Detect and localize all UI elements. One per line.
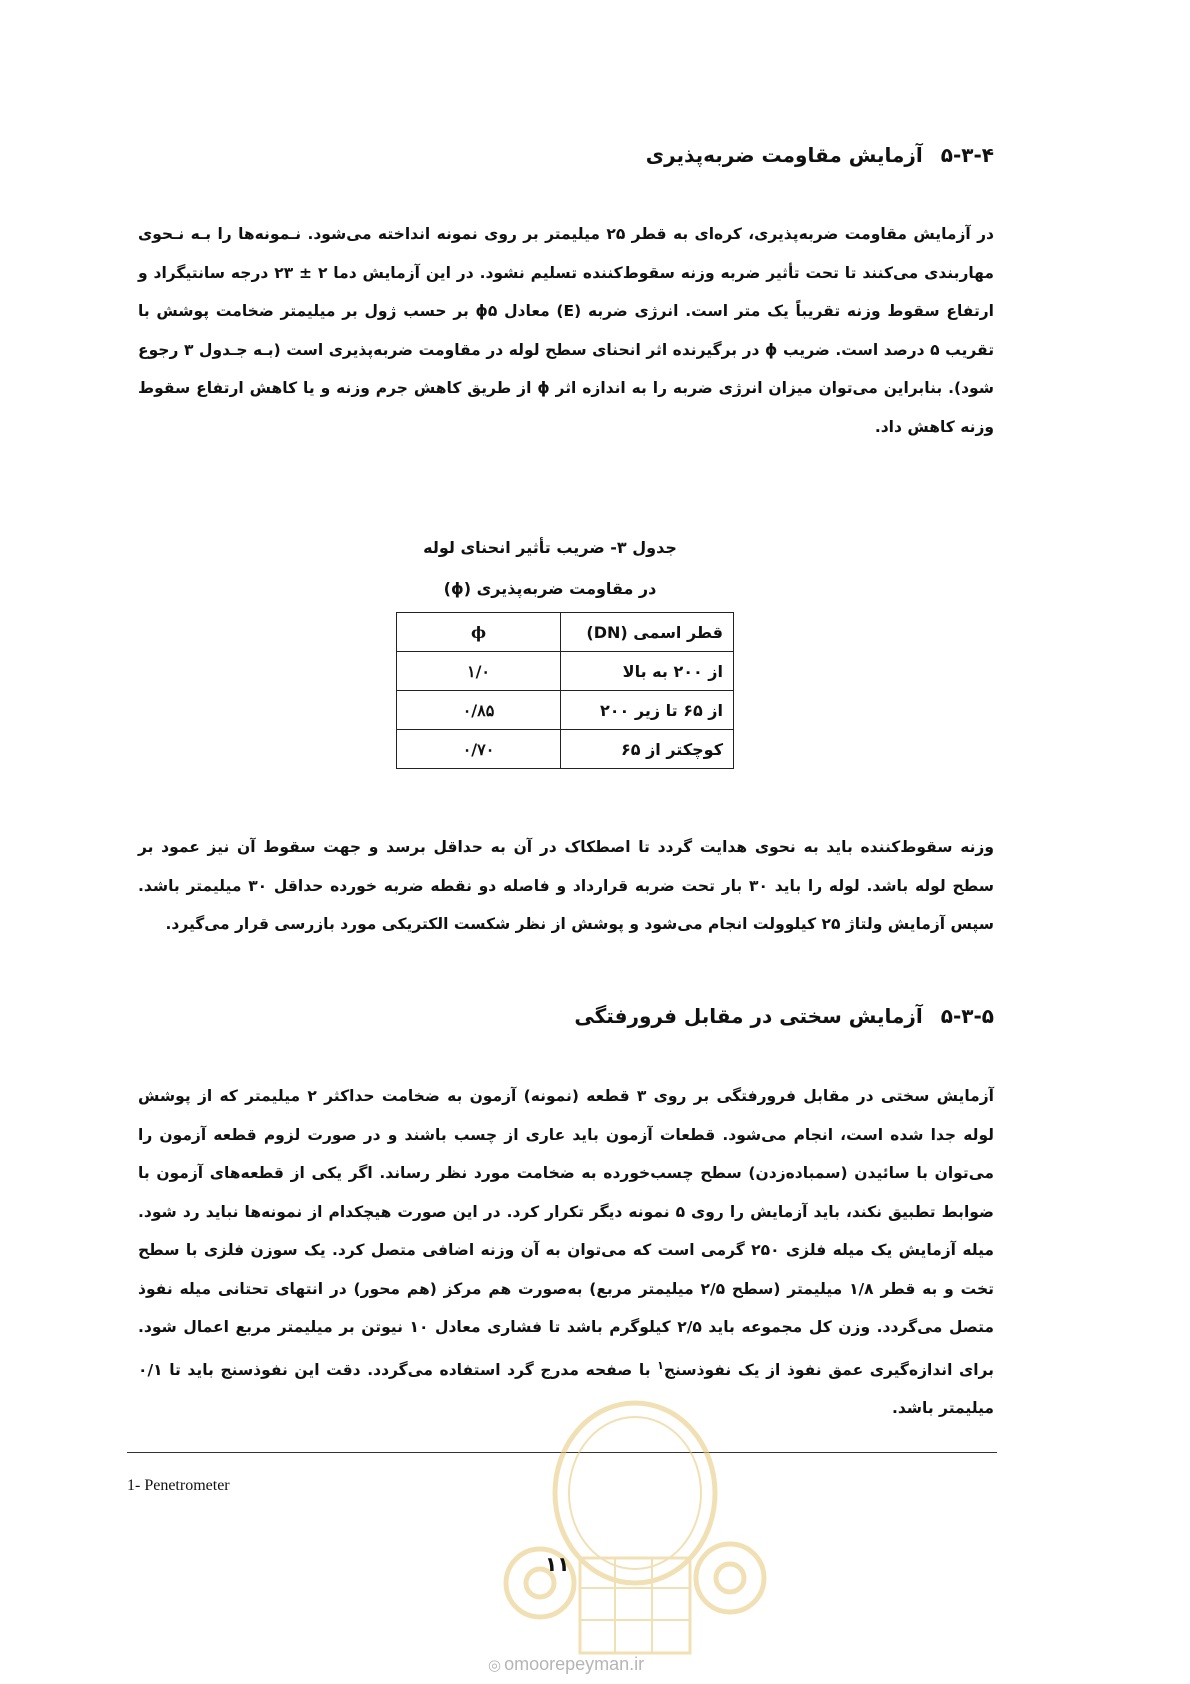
footnote: 1- Penetrometer: [127, 1477, 230, 1494]
cell-phi: ۱/۰: [397, 652, 561, 691]
indentation-test-paragraph: [138, 1077, 994, 1428]
section-number: ۵-۳-۵: [940, 1004, 994, 1028]
cell-phi: ۰/۷۰: [397, 730, 561, 769]
section-heading-impact: [646, 143, 994, 167]
paragraph-text: در آزمایش مقاومت ضربه‌پذیری، کره‌ای به قطر ۲۵ میلیمتر بر روی نمونه انداخته می‌شود. نـمونه‌ها را بـه نـحوی مهاربندی می‌کنند تا تحت تأثیر ضربه وزنه سقوط‌کننده تسلیم نشود. در این آزمایش دما ۲ ± ۲۳ درجه سانتیگراد و ارتفاع سقوط وزنه تقریباً یک متر است. انرژی ضربه (E) معادل ϕ۵ بر حسب ژول بر میلیمتر ضخامت پوشش با تقریب ۵ درصد است. ضریب ϕ در برگیرنده اثر انحنای سطح لوله در مقاومت ضربه‌پذیری است (بـه جـدول ۳ رجوع شود). بنابراین می‌توان میزان انرژی ضربه را به اندازه اثر ϕ از طریق کاهش جرم وزنه و یا کاهش ارتفاع سقوط وزنه کاهش داد.: [138, 225, 995, 436]
table-row: [397, 730, 734, 769]
paragraph-text: آزمایش سختی در مقابل فرورفتگی بر روی ۳ قطعه (نمونه) آزمون به ضخامت حداکثر ۲ میلیمتر که از پوشش لوله جدا شده است، انجام می‌شود. قطعات آزمون باید عاری از چسب باشند و در صورت لزوم قطعه آزمون را می‌توان با سائیدن (سمباده‌زدن) سطح چسب‌خورده به ضخامت مورد نظر رساند. اگر یکی از قطعه‌های آزمون با ضوابط تطبیق نکند، باید آزمایش را روی ۵ نمونه دیگر تکرار کرد. در این صورت هیچکدام از نمونه‌ها نباید رد شود. میله آزمایش یک میله فلزی ۲۵۰ گرمی است که می‌توان به آن وزنه اضافی متصل کرد. یک سوزن فلزی با سطح تخت و به قطر ۱/۸ میلیمتر (سطح ۲/۵ میلیمتر مربع) به‌صورت هم مرکز (هم محور) در انتهای تحتانی میله نفوذ متصل می‌گردد. وزن کل مجموعه باید ۲/۵ کیلوگرم باشد تا فشاری معادل ۱۰ نیوتن بر میلیمتر مربع اعمال شود. برای اندازه‌گیری عمق نفوذ از یک نفوذسنج: [138, 1087, 995, 1379]
falling-weight-paragraph: [138, 828, 994, 944]
section-title: آزمایش سختی در مقابل فرورفتگی: [574, 1004, 923, 1028]
watermark-logo: [470, 1398, 800, 1658]
watermark-site: [488, 1654, 644, 1675]
table-row: [397, 652, 734, 691]
impact-test-paragraph: [138, 215, 994, 446]
site-url: omoorepeyman.ir: [504, 1654, 645, 1674]
section-number: ۵-۳-۴: [940, 143, 994, 167]
table-row: [397, 691, 734, 730]
header-nominal-diameter: قطر اسمی (DN): [561, 613, 734, 652]
table-header-row: [397, 613, 734, 652]
cell-dn: از ۶۵ تا زیر ۲۰۰: [561, 691, 734, 730]
header-phi: ϕ: [397, 613, 561, 652]
table-caption-line2: در مقاومت ضربه‌پذیری (ϕ): [443, 579, 657, 598]
instagram-icon: ◎: [488, 1657, 502, 1674]
cell-dn: از ۲۰۰ به بالا: [561, 652, 734, 691]
cell-phi: ۰/۸۵: [397, 691, 561, 730]
section-title: آزمایش مقاومت ضربه‌پذیری: [645, 143, 923, 167]
page-number: ۱۱: [545, 1552, 570, 1576]
paragraph-text: وزنه سقوط‌کننده باید به نحوی هدایت گردد تا اصطکاک در آن به حداقل برسد و جهت سقوط آن نیز عمود بر سطح لوله باشد. لوله را باید ۳۰ بار تحت ضربه قرارداد و فاصله دو نقطه ضربه خورده حداقل ۳۰ میلیمتر باشد. سپس آزمایش ولتاژ ۲۵ کیلوولت انجام می‌شود و پوشش از نظر شکست الکتریکی مورد بازرسی قرار می‌گیرد.: [138, 838, 994, 933]
curvature-factor-table: [396, 612, 734, 769]
cell-dn: کوچکتر از ۶۵: [561, 730, 734, 769]
section-heading-indentation: [574, 1004, 994, 1028]
paragraph-text-tail: با صفحه مدرج گرد استفاده می‌گردد. دقت این نفوذسنج باید تا ۰/۱ میلیمتر باشد.: [138, 1360, 994, 1418]
footnote-marker: ۱: [657, 1358, 664, 1372]
table-caption-line1: جدول ۳- ضریب تأثیر انحنای لوله: [423, 538, 677, 557]
